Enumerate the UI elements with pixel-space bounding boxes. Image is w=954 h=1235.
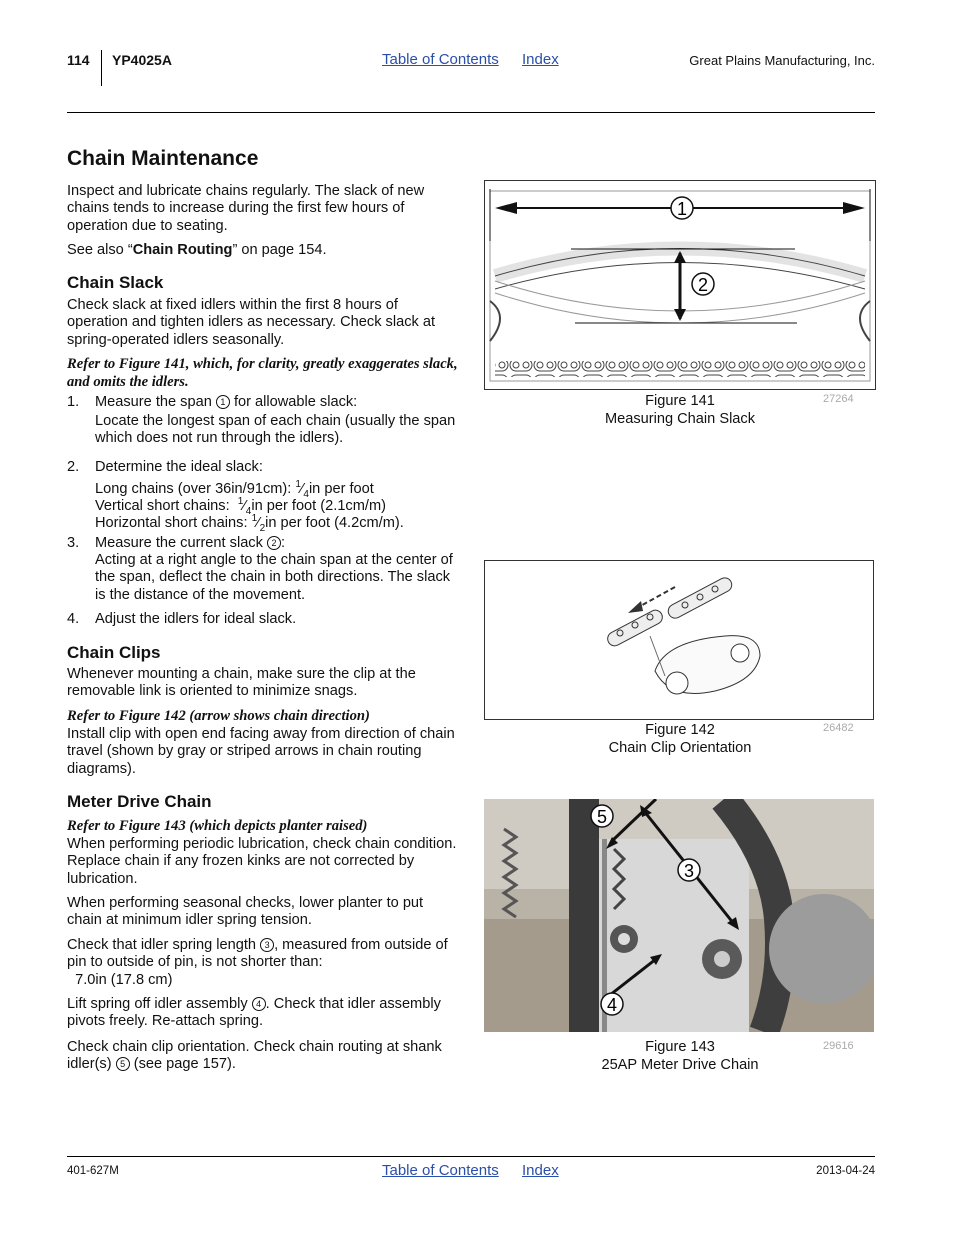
figure-143-callout-3: 3 (683, 861, 695, 881)
step-1: Measure the span 1 for allowable slack: (95, 394, 358, 410)
step-2-horizontal-chains: Horizontal short chains: $^1⁄_2in$ per foot (4.2cm/m). (95, 513, 404, 534)
figure-142-id: 26482 (823, 722, 854, 734)
meter-drive-p1: When performing periodic lubrication, check chain condition. Replace chain if any frozen kinks are not corrected by lubrication. (67, 836, 457, 887)
figure-143-id: 29616 (823, 1040, 854, 1052)
figure-141-callout-2: 2 (697, 275, 709, 295)
figure-141-callout-1: 1 (676, 199, 688, 219)
figure-143-callout-4: 4 (606, 995, 618, 1015)
meter-drive-p5: Check chain clip orientation. Check chain routing at shank idler(s) 5 (see page 157). (67, 1039, 442, 1073)
figure-143-meter-drive-photo (484, 799, 874, 1032)
chain-clips-paragraph: Whenever mounting a chain, make sure the clip at the removable link is oriented to minimize snags. (67, 666, 416, 700)
chain-clips-install: Install clip with open end facing away from direction of chain travel (shown by gray or striped arrows in chain routing diagrams). (67, 726, 455, 777)
step-2: Determine the ideal slack: (95, 459, 263, 475)
footer-toc-link[interactable]: Table of Contents (382, 1162, 499, 1179)
toc-link[interactable]: Table of Contents (382, 51, 499, 68)
document-date: 2013-04-24 (816, 1165, 875, 1177)
figure-141-id: 27264 (823, 393, 854, 405)
meter-drive-p3: Check that idler spring length 3 , measured from outside of pin to outside of pin, is not shorter than: 7.0in (17.8 cm) (67, 937, 448, 988)
chain-slack-heading: Chain Slack (67, 273, 164, 292)
chain-clips-heading: Chain Clips (67, 643, 161, 662)
callout-3: 3 (260, 938, 274, 952)
step-number: 4. (67, 611, 80, 627)
page-title: Chain Maintenance (67, 147, 259, 170)
header-divider (101, 50, 102, 86)
figure-142-caption: Figure 142 Chain Clip Orientation (608, 722, 752, 756)
step-2-vertical-chains: Vertical short chains: $^1⁄_4in$ per foot (2.1cm/m) (95, 496, 386, 517)
header-rule (67, 112, 875, 113)
callout-4: 4 (252, 997, 266, 1011)
step-3: Measure the current slack 2 : (95, 535, 286, 551)
callout-5: 5 (116, 1057, 130, 1071)
callout-1: 1 (216, 395, 230, 409)
figure-141-caption: Figure 141 Measuring Chain Slack (604, 393, 756, 427)
model-name: YP4025A (112, 52, 172, 68)
footer-index-link[interactable]: Index (522, 1162, 559, 1179)
page-number: 114 (67, 52, 90, 68)
footer-rule (67, 1156, 875, 1157)
figure-142-reference: Refer to Figure 142 (arrow shows chain direction) (67, 708, 370, 724)
step-4: Adjust the idlers for ideal slack. (95, 611, 297, 627)
figure-143-reference: Refer to Figure 143 (which depicts planter raised) (67, 818, 368, 834)
figure-143-callout-5: 5 (596, 807, 608, 827)
step-1-detail: Locate the longest span of each chain (usually the span which does not run through the idlers). (95, 413, 456, 447)
meter-drive-p2: When performing seasonal checks, lower planter to put chain at minimum idler spring tension. (67, 895, 424, 929)
step-number: 1. (67, 394, 80, 410)
step-3-detail: Acting at a right angle to the chain span at the center of the span, deflect the chain in both directions. The slack is the distance of the movement. (95, 552, 453, 603)
see-also: See also “Chain Routing” on page 154. (67, 242, 327, 258)
company-name: Great Plains Manufacturing, Inc. (689, 53, 875, 68)
chain-slack-paragraph: Check slack at fixed idlers within the first 8 hours of operation and tighten idlers as necessary. Check slack at spring-operated idlers seasonally. (67, 297, 436, 348)
step-number: 3. (67, 535, 80, 551)
figure-143-caption: Figure 143 25AP Meter Drive Chain (601, 1039, 759, 1073)
step-2-long-chains: Long chains (over 36in/91cm): $^1⁄_4in$ per foot (95, 479, 374, 500)
intro-paragraph: Inspect and lubricate chains regularly. The slack of new chains tends to increase during the first few hours of operation due to seating. (67, 183, 425, 234)
index-link[interactable]: Index (522, 51, 559, 68)
figure-142-chain-clip-drawing (484, 560, 874, 720)
callout-2: 2 (267, 536, 281, 550)
figure-141-chain-slack-drawing (484, 180, 876, 390)
meter-drive-heading: Meter Drive Chain (67, 792, 212, 811)
meter-drive-p4: Lift spring off idler assembly 4 . Check that idler assembly pivots freely. Re-attach spring. (67, 996, 441, 1030)
document-number: 401-627M (67, 1165, 119, 1177)
figure-141-reference: Refer to Figure 141, which, for clarity, greatly exaggerates slack, and omits the idlers. (67, 356, 458, 390)
step-number: 2. (67, 459, 80, 475)
